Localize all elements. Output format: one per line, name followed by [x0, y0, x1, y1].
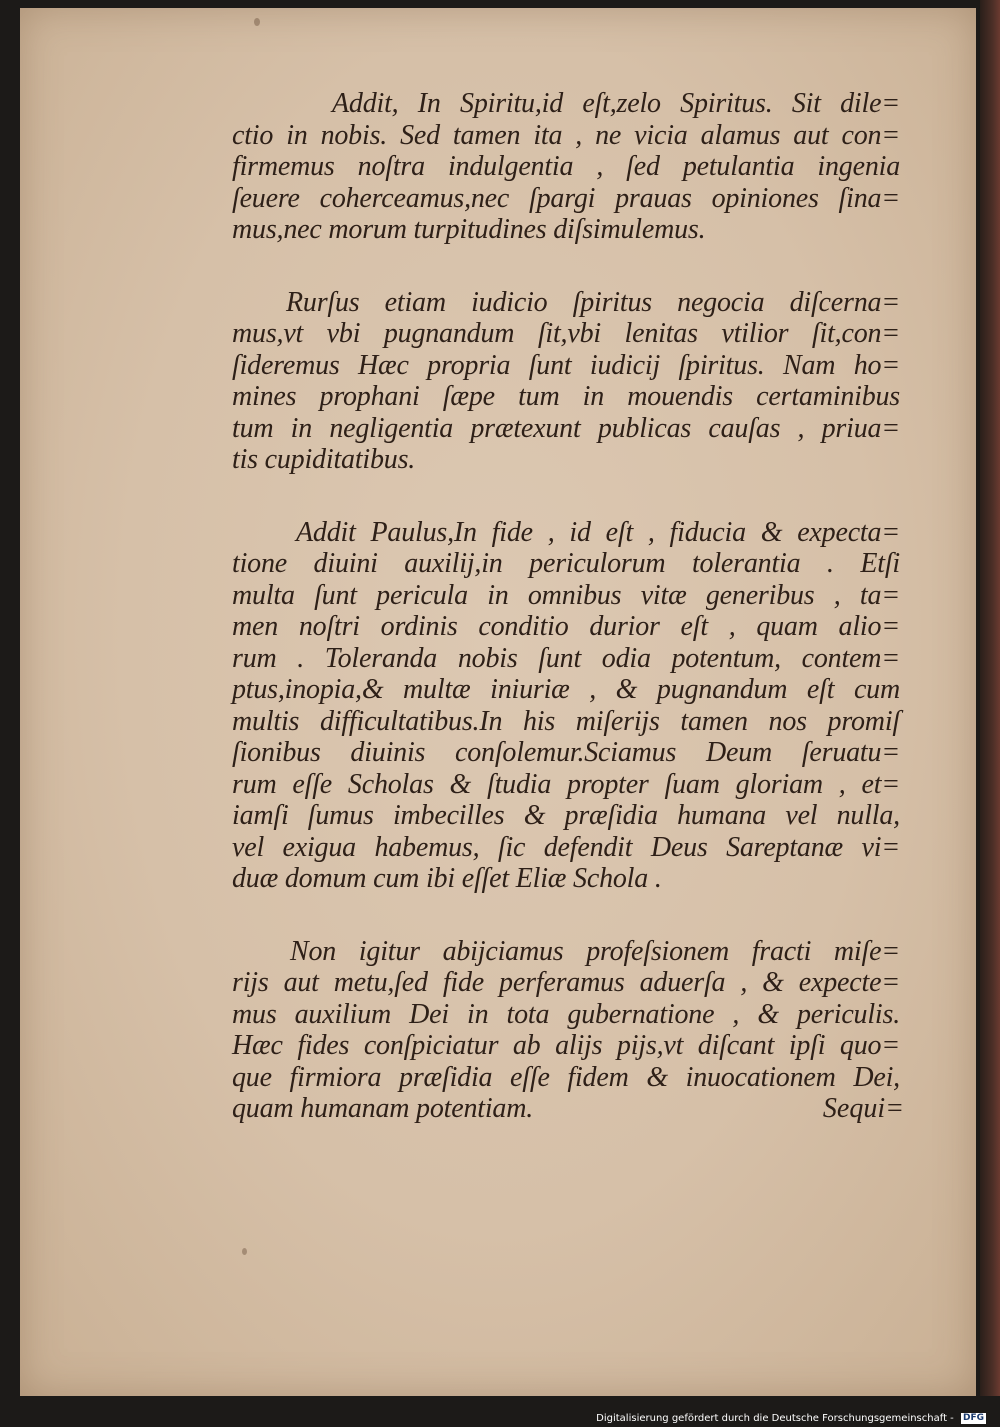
text-line: tis cupiditatibus. — [232, 444, 416, 475]
page-body-text — [232, 88, 900, 1166]
text-line: quam humanam potentiam. — [232, 1093, 534, 1124]
book-spine-edge — [980, 0, 1000, 1396]
text-line: duæ domum cum ibi eſſet Eliæ Schola . — [232, 863, 662, 894]
text-line: Rurſus etiam iudicio ſpiritus negocia diſcerna= — [286, 286, 900, 318]
text-line: Hæc fides conſpiciatur ab alijs pijs,vt diſcant ipſi quo= — [232, 1030, 900, 1061]
paragraph — [232, 88, 900, 246]
text-line: men noſtri ordinis conditio durior eſt , quam alio= — [232, 611, 900, 642]
paragraph — [232, 517, 900, 895]
paragraph — [232, 287, 900, 476]
dfg-logo-icon: DFG — [962, 1412, 984, 1423]
text-line: rum . Toleranda nobis ſunt odia potentum, contem= — [232, 642, 900, 674]
text-line: ſideremus Hæc propria ſunt iudicij ſpiritus. Nam ho= — [232, 349, 900, 381]
text-line: ptus,inopia,& multæ iniuriæ , & pugnandum eſt cum — [232, 674, 900, 705]
text-line: firmemus noſtra indulgentia , ſed petulantia ingenia — [232, 151, 900, 182]
text-line: que firmiora præſidia eſſe fidem & inuocationem Dei, — [232, 1061, 900, 1093]
text-line: multis difficultatibus.In his miſerijs tamen nos promiſ — [232, 705, 900, 737]
text-line: Non igitur abijciamus profeſsionem fracti miſe= — [290, 935, 900, 967]
text-line: mines prophani ſæpe tum in mouendis certaminibus — [232, 381, 900, 412]
text-line: ſeuere coherceamus,nec ſpargi prauas opiniones ſina= — [232, 182, 900, 214]
text-line: ctio in nobis. Sed tamen ita , ne vicia alamus aut con= — [232, 119, 900, 151]
catchword: Sequi= — [822, 1093, 904, 1124]
text-line: rum eſſe Scholas & ſtudia propter ſuam gloriam , et= — [232, 768, 900, 800]
text-line: vel exigua habemus, ſic defendit Deus Sareptanæ vi= — [232, 831, 900, 863]
ink-speck — [254, 18, 260, 26]
text-line: Addit Paulus,In fide , id eſt , fiducia & expecta= — [296, 516, 900, 548]
text-line: mus,vt vbi pugnandum ſit,vbi lenitas vtilior ſit,con= — [232, 318, 900, 349]
text-line: mus auxilium Dei in tota gubernatione , & periculis. — [232, 998, 900, 1030]
text-line: ſionibus diuinis conſolemur.Sciamus Deum ſeruatu= — [232, 737, 900, 768]
footer-credit-text: Digitalisierung gefördert durch die Deutsche Forschungsgemeinschaft - — [596, 1413, 954, 1424]
text-line: tione diuini auxilij,in periculorum tolerantia . Etſi — [232, 548, 900, 579]
text-line: iamſi ſumus imbecilles & præſidia humana vel nulla, — [232, 800, 900, 831]
text-line: rijs aut metu,ſed fide perferamus aduerſa , & expecte= — [232, 967, 900, 998]
text-line: multa ſunt pericula in omnibus vitæ generibus , ta= — [232, 579, 900, 611]
text-line: tum in negligentia prætexunt publicas cauſas , priua= — [232, 412, 900, 444]
digitization-credit-footer — [0, 1410, 1000, 1427]
text-line: Addit, In Spiritu,id eſt,zelo Spiritus. Sit dile= — [332, 88, 900, 119]
paragraph — [232, 936, 900, 1125]
text-line: mus,nec morum turpitudines diſsimulemus. — [232, 214, 706, 245]
ink-speck — [242, 1248, 247, 1255]
